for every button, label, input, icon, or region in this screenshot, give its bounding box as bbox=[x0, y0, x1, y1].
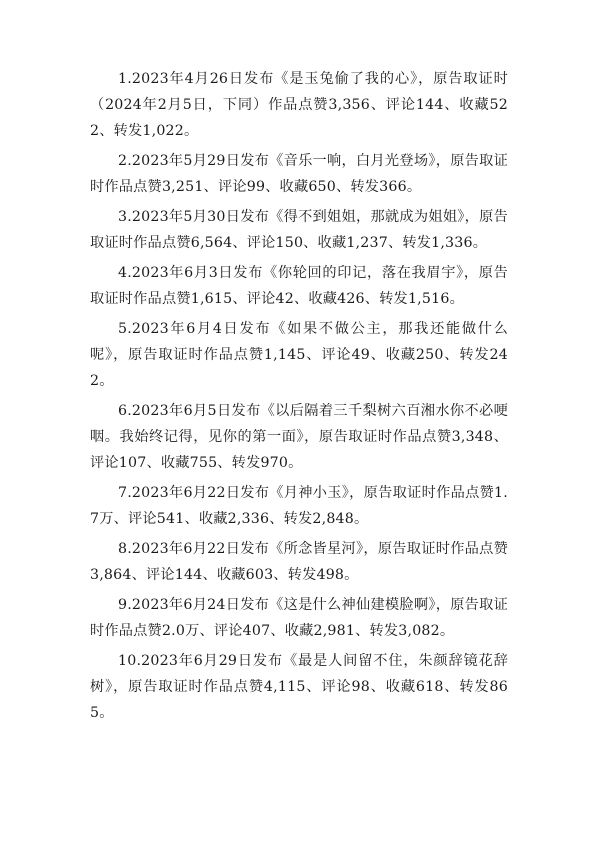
paragraph-1: 1.2023年4月26日发布《是玉兔偷了我的心》，原告取证时（2024年2月5日，下同）作品点赞3,356、评论144、收藏522、转发1,022。 bbox=[90, 71, 508, 139]
paragraph-4: 4.2023年6月3日发布《你轮回的印记，落在我眉宇》，原告取证时作品点赞1,615、评论42、收藏426、转发1,516。 bbox=[90, 265, 508, 307]
paragraph-7: 7.2023年6月22日发布《月神小玉》，原告取证时作品点赞1.7万、评论541、收藏2,336、转发2,848。 bbox=[90, 485, 508, 527]
paragraph-5: 5.2023年6月4日发布《如果不做公主，那我还能做什么呢》，原告取证时作品点赞1,145、评论49、收藏250、转发242。 bbox=[90, 321, 508, 389]
paragraph-2: 2.2023年5月29日发布《音乐一响，白月光登场》，原告取证时作品点赞3,251、评论99、收藏650、转发366。 bbox=[90, 153, 508, 195]
document-body bbox=[90, 66, 508, 730]
paragraph-8: 8.2023年6月22日发布《所念皆星河》，原告取证时作品点赞3,864、评论144、收藏603、转发498。 bbox=[90, 541, 508, 583]
paragraph-9: 9.2023年6月24日发布《这是什么神仙建模脸啊》，原告取证时作品点赞2.0万、评论407、收藏2,981、转发3,082。 bbox=[90, 597, 508, 639]
paragraph-3: 3.2023年5月30日发布《得不到姐姐，那就成为姐姐》，原告取证时作品点赞6,564、评论150、收藏1,237、转发1,336。 bbox=[90, 209, 508, 251]
paragraph-6: 6.2023年6月5日发布《以后隔着三千梨树六百湘水你不必哽咽。我始终记得，见你的第一面》，原告取证时作品点赞3,348、评论107、收藏755、转发970。 bbox=[90, 403, 508, 471]
paragraph-10: 10.2023年6月29日发布《最是人间留不住，朱颜辞镜花辞树》，原告取证时作品点赞4,115、评论98、收藏618、转发865。 bbox=[90, 653, 508, 721]
